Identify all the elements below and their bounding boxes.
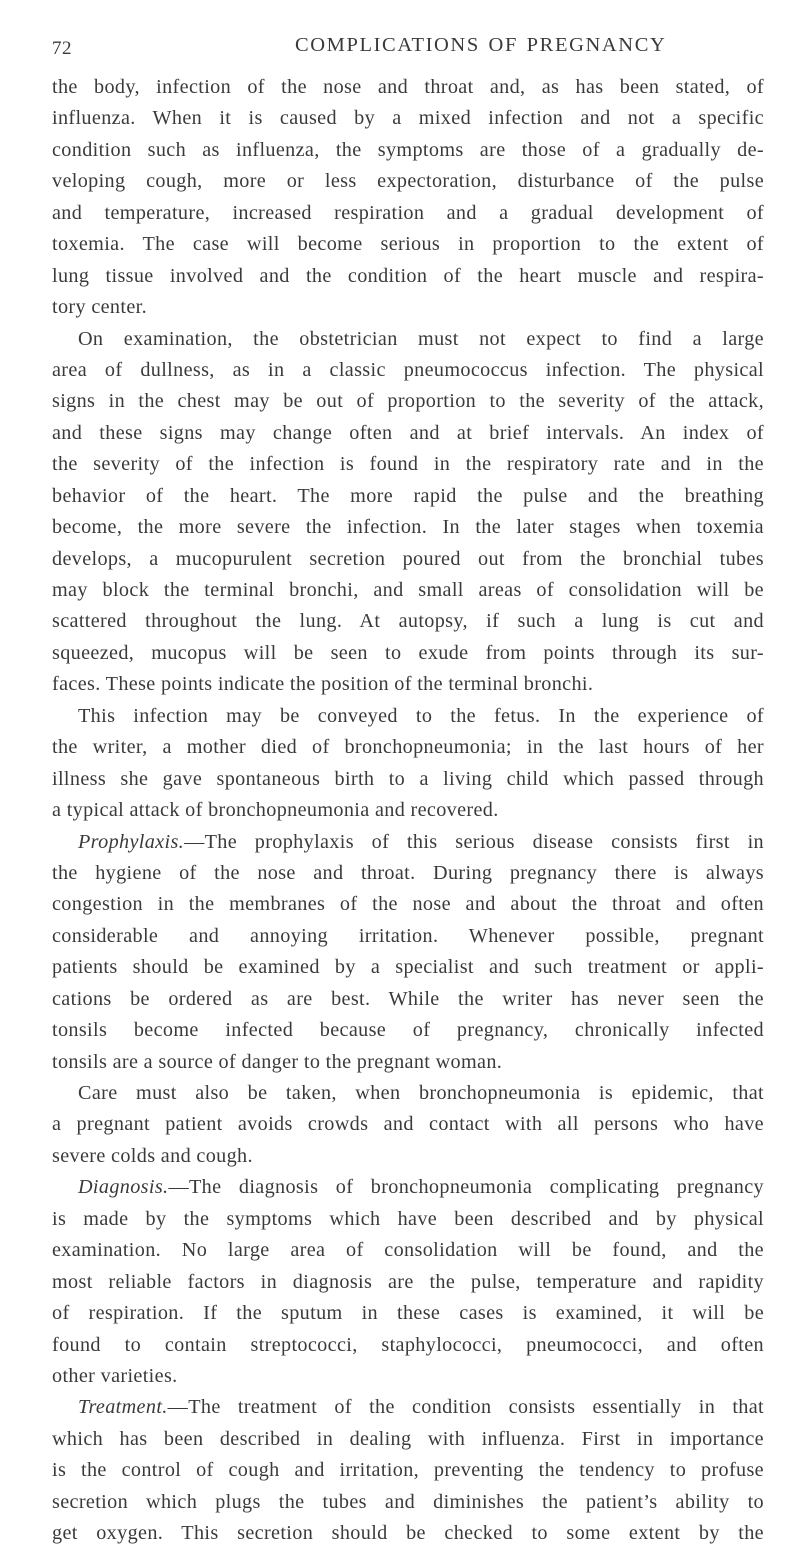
section-label: Treatment. (78, 1396, 168, 1419)
text-line (52, 135, 764, 166)
line-text: This infection may be conveyed to the fetus. In the experience of (78, 704, 764, 727)
line-text: patients should be examined by a specialist and such treatment or appli- (52, 956, 764, 979)
line-text: illness she gave spontaneous birth to a living child which passed through (52, 767, 764, 790)
line-text: area of dullness, as in a classic pneumococcus infection. The physical (52, 358, 764, 381)
line-text: influenza. When it is caused by a mixed infection and not a specific (52, 107, 764, 130)
line-text: congestion in the membranes of the nose and about the throat and often (52, 893, 764, 916)
line-text: considerable and annoying irritation. Whenever possible, pregnant (52, 924, 764, 947)
section-label: Diagnosis. (78, 1176, 169, 1199)
line-text: squeezed, mucopus will be seen to exude from points through its sur- (52, 641, 764, 664)
text-line (52, 921, 764, 952)
text-line (52, 229, 764, 260)
line-text: faces. These points indicate the position of the terminal bronchi. (52, 673, 594, 696)
line-text: most reliable factors in diagnosis are the pulse, temperature and rapidity (52, 1270, 764, 1293)
text-line (52, 1487, 764, 1518)
line-text: condition such as influenza, the symptoms are those of a gradually de- (52, 138, 764, 161)
line-text: tonsils are a source of danger to the pregnant woman. (52, 1050, 503, 1073)
text-line (52, 72, 764, 103)
line-text: signs in the chest may be out of proportion to the severity of the attack, (52, 390, 764, 413)
text-line (52, 795, 764, 826)
text-line (52, 638, 764, 669)
line-text: scattered throughout the lung. At autopsy, if such a lung is cut and (52, 610, 764, 633)
line-text: may block the terminal bronchi, and small areas of consolidation will be (52, 579, 764, 601)
text-line (52, 1204, 764, 1235)
line-text: the writer, a mother died of bronchopneumonia; in the last hours of her (52, 736, 764, 759)
text-line (52, 575, 764, 606)
line-text: is the control of cough and irritation, preventing the tendency to profuse (52, 1459, 764, 1482)
section-label: Prophylaxis. (78, 830, 185, 853)
text-line (52, 1109, 764, 1140)
text-line (52, 952, 764, 983)
text-line (52, 827, 764, 858)
text-line (52, 1235, 764, 1266)
line-text: behavior of the heart. The more rapid the pulse and the breathing (52, 484, 764, 507)
text-line (52, 701, 764, 732)
line-text: secretion which plugs the tubes and diminishes the patient’s ability to (52, 1490, 764, 1513)
line-text: develops, a mucopurulent secretion poured out from the bronchial tubes (52, 547, 764, 570)
text-line (52, 355, 764, 386)
text-line (52, 198, 764, 229)
text-line (52, 1330, 764, 1361)
body-text (52, 72, 764, 1550)
line-text: lung tissue involved and the condition of the heart muscle and respira- (52, 264, 764, 287)
line-text: and temperature, increased respiration and a gradual development of (52, 201, 764, 224)
line-text: the hygiene of the nose and throat. During pregnancy there is always (52, 861, 764, 884)
line-text: of respiration. If the sputum in these cases is examined, it will be (52, 1302, 764, 1325)
line-text: is made by the symptoms which have been described and by physical (52, 1207, 764, 1230)
line-text: veloping cough, more or less expectoration, disturbance of the pulse (52, 170, 764, 193)
line-text: —The diagnosis of bronchopneumonia complicating pregnancy (168, 1176, 764, 1199)
text-line (52, 889, 764, 920)
text-line (52, 984, 764, 1015)
text-line (52, 858, 764, 889)
text-line (52, 1172, 764, 1203)
text-line (52, 1078, 764, 1109)
line-text: other varieties. (52, 1364, 178, 1387)
text-line (52, 418, 764, 449)
text-line (52, 732, 764, 763)
line-text: severe colds and cough. (52, 1144, 253, 1167)
line-text: Care must also be taken, when bronchopneumonia is epidemic, that (78, 1082, 764, 1104)
line-text: tonsils become infected because of pregnancy, chronically infected (52, 1019, 764, 1042)
text-line (52, 1141, 764, 1172)
line-text: the severity of the infection is found in the respiratory rate and in the (52, 453, 764, 476)
running-title: COMPLICATIONS OF PREGNANCY (295, 34, 667, 56)
text-line (52, 1392, 764, 1423)
line-text: and these signs may change often and at brief intervals. An index of (52, 421, 764, 444)
text-line (52, 1424, 764, 1455)
text-line (52, 606, 764, 637)
line-text: which has been described in dealing with influenza. First in importance (52, 1427, 764, 1450)
page-number: 72 (52, 38, 72, 59)
line-text: examination. No large area of consolidation will be found, and the (52, 1239, 764, 1262)
text-line (52, 1267, 764, 1298)
text-line (52, 292, 764, 323)
text-line (52, 481, 764, 512)
text-line (52, 764, 764, 795)
text-line (52, 1518, 764, 1549)
line-text: tory center. (52, 296, 148, 319)
text-line (52, 166, 764, 197)
line-text: found to contain streptococci, staphylococci, pneumococci, and often (52, 1333, 764, 1356)
page-header (52, 32, 764, 60)
line-text: become, the more severe the infection. In the later stages when toxemia (52, 516, 764, 539)
text-line (52, 512, 764, 543)
text-line (52, 1298, 764, 1329)
line-text: the body, infection of the nose and throat and, as has been stated, of (52, 76, 764, 98)
text-line (52, 261, 764, 292)
text-line (52, 1455, 764, 1486)
line-text: a pregnant patient avoids crowds and contact with all persons who have (52, 1113, 764, 1136)
text-line (52, 324, 764, 355)
text-line (52, 103, 764, 134)
line-text: a typical attack of bronchopneumonia and recovered. (52, 799, 499, 822)
text-line (52, 449, 764, 480)
line-text: cations be ordered as are best. While the writer has never seen the (52, 987, 764, 1010)
line-text: On examination, the obstetrician must not expect to find a large (78, 327, 764, 350)
text-line (52, 386, 764, 417)
line-text: —The prophylaxis of this serious disease consists first in (184, 830, 764, 853)
text-line (52, 1015, 764, 1046)
text-line (52, 544, 764, 575)
text-line (52, 669, 764, 700)
line-text: get oxygen. This secretion should be checked to some extent by the (52, 1522, 764, 1545)
line-text: toxemia. The case will become serious in proportion to the extent of (52, 233, 764, 256)
text-line (52, 1047, 764, 1078)
line-text: —The treatment of the condition consists essentially in that (167, 1396, 764, 1419)
text-line (52, 1361, 764, 1392)
